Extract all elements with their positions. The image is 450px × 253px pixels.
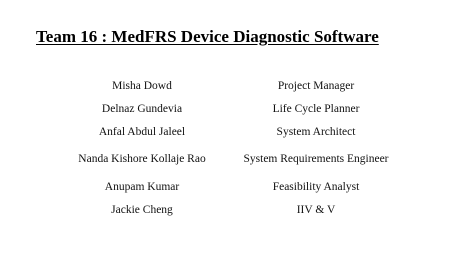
slide-title: Team 16 : MedFRS Device Diagnostic Software: [36, 27, 379, 46]
member-name: Nanda Kishore Kollaje Rao: [78, 153, 206, 165]
member-name: Misha Dowd: [112, 80, 172, 92]
member-name: Jackie Cheng: [111, 204, 173, 216]
member-role: Project Manager: [277, 80, 355, 92]
member-role: System Architect: [276, 126, 356, 138]
member-role: Life Cycle Planner: [272, 103, 360, 115]
member-name: Delnaz Gundevia: [101, 103, 183, 115]
member-role: System Requirements Engineer: [243, 153, 389, 165]
team-member-row: [0, 153, 450, 169]
team-member-row: [0, 181, 450, 197]
team-member-row: [0, 103, 450, 119]
team-member-row: [0, 204, 450, 220]
team-member-row: [0, 126, 450, 142]
member-name: Anupam Kumar: [104, 181, 180, 193]
member-role: Feasibility Analyst: [272, 181, 360, 193]
member-role: IIV & V: [296, 204, 336, 216]
member-name: Anfal Abdul Jaleel: [98, 126, 186, 138]
team-member-row: [0, 80, 450, 96]
